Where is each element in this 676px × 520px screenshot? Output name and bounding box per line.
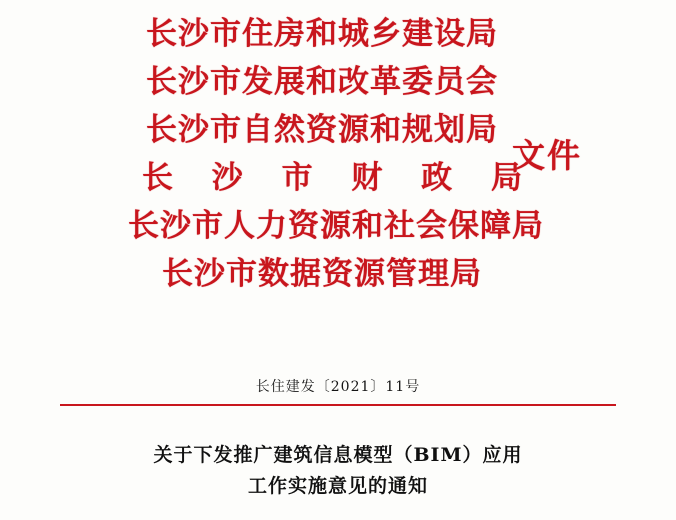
document-word-label: 文件 xyxy=(512,136,582,175)
issuing-organization-line: 长沙市自然资源和规划局 xyxy=(146,112,498,148)
issuing-organization-line: 长 沙 市 财 政 局 xyxy=(142,160,536,196)
issuing-organizations-block xyxy=(128,10,544,298)
issuing-organization-line: 长沙市数据资源管理局 xyxy=(162,256,482,292)
issuing-organization-line: 长沙市住房和城乡建设局 xyxy=(146,16,498,52)
red-separator-rule xyxy=(60,404,616,406)
document-number: 长住建发〔2021〕11号 xyxy=(255,379,421,395)
issuing-organization-line: 长沙市人力资源和社会保障局 xyxy=(128,208,544,244)
document-title-line: 工作实施意见的通知 xyxy=(247,475,428,497)
document-title xyxy=(88,440,588,502)
document-title-line: 关于下发推广建筑信息模型（BIM）应用 xyxy=(153,444,523,466)
issuing-organization-line: 长沙市发展和改革委员会 xyxy=(146,64,498,100)
